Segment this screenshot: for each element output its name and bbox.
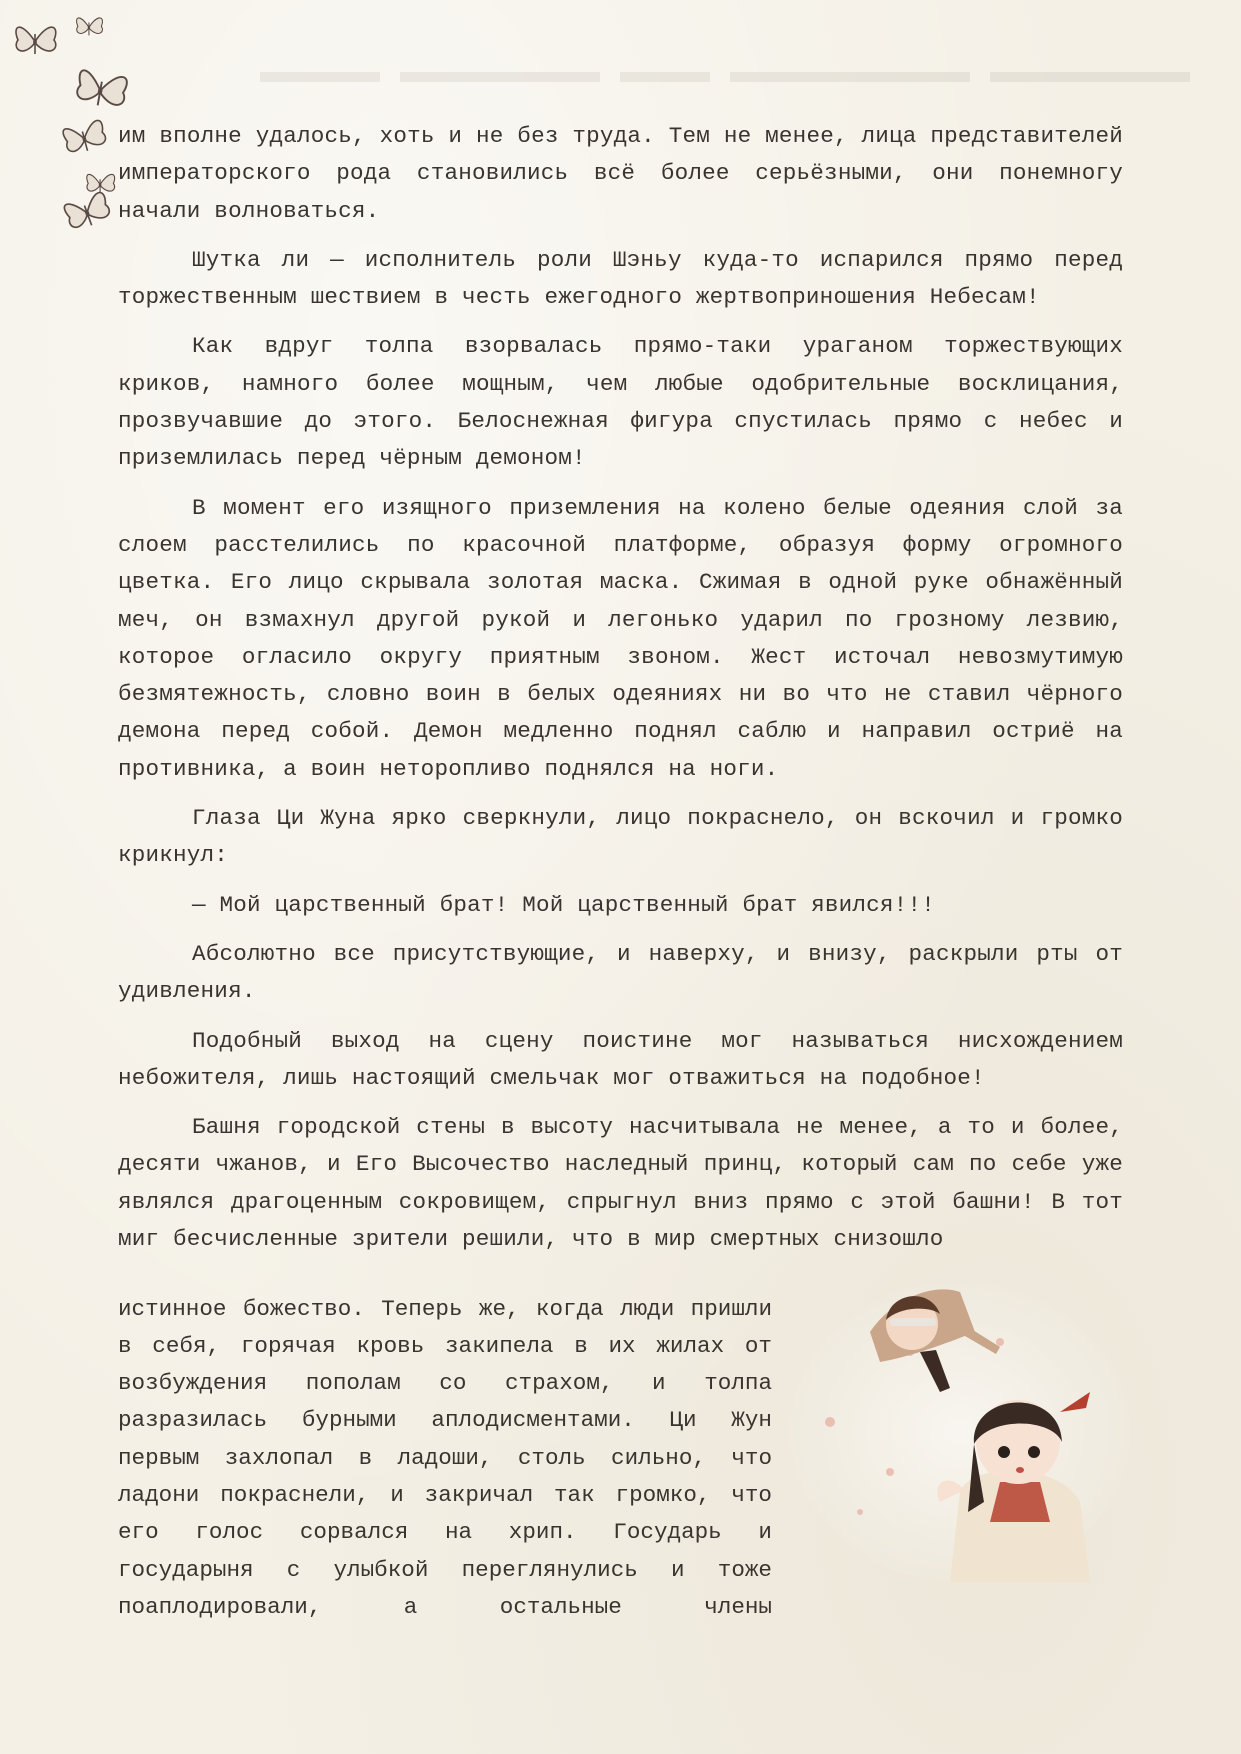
paragraph: им вполне удалось, хоть и не без труда. Тем не менее, лица представителей императорского рода становились всё более серьёзными, они понемногу начали волноваться. — [118, 123, 1123, 224]
dialogue-line: — Мой царственный брат! Мой царственный брат явился!!! — [192, 891, 935, 918]
butterfly-icon — [87, 174, 115, 193]
paragraph: Глаза Ци Жуна ярко сверкнули, лицо покраснело, он вскочил и громко крикнул: — [118, 805, 1123, 869]
paragraph: Башня городской стены в высоту насчитывала не менее, а то и более, десяти чжанов, и Его Высочество наследный принц, который сам по себе уже являлся драгоценным сокровищем, спрыгнул вниз прямо с этой башни! В тот миг бесчисленные зрители решили, что в мир смертных снизошло — [118, 1114, 1123, 1253]
butterfly-icon — [77, 18, 103, 35]
faded-background-text — [260, 62, 1200, 92]
paragraph: Подобный выход на сцену поистине мог называться нисхождением небожителя, лишь настоящий смельчак мог отважиться на подобное! — [118, 1027, 1123, 1091]
paragraph-continuation: истинное божество. Теперь же, когда люди пришли в себя, горячая кровь закипела в их жилах от возбуждения пополам со страхом, и толпа разразилась бурными аплодисментами. Ци Жун первым захлопал в ладоши, столь сильно, что ладони покраснели, и закричал так громко, что его голос сорвался на хрип. Государь и государыня с улыбкой переглянулись и тоже поаплодировали, а остальные члены — [118, 1295, 772, 1620]
butterfly-icon — [63, 191, 112, 232]
paragraph: Абсолютно все присутствующие, и наверху, и внизу, раскрыли рты от удивления. — [118, 940, 1123, 1005]
butterfly-icon — [75, 70, 128, 110]
chibi-characters-illustration — [790, 1262, 1130, 1582]
paragraph: В момент его изящного приземления на колено белые одеяния слой за слоем расстелились по красочной платформе, образуя форму огромного цветка. Его лицо скрывала золотая маска. Сжимая в одной руке обнажённый меч, он взмахнул другой рукой и легонько ударил по грозному лезвию, которое огласило округу приятным звоном. Жест источал невозмутимую безмятежность, словно воин в белых одеяниях ни во что не ставил чёрного демона перед собой. Демон медленно поднял саблю и направил остриё на противника, а воин неторопливо поднялся на ноги. — [118, 494, 1123, 782]
main-text-column — [118, 118, 1123, 1270]
butterfly-icon — [16, 27, 56, 54]
paragraph: Шутка ли — исполнитель роли Шэньу куда-то испарился прямо перед торжественным шествием в честь ежегодного жертвоприношения Небесам! — [118, 246, 1123, 311]
paragraph: Как вдруг толпа взорвалась прямо-таки ураганом торжествующих криков, намного более мощным, чем любые одобрительные восклицания, прозвучавшие до этого. Белоснежная фигура спустилась прямо с небес и приземлилась перед чёрным демоном! — [118, 333, 1123, 472]
butterfly-icon — [62, 120, 107, 156]
